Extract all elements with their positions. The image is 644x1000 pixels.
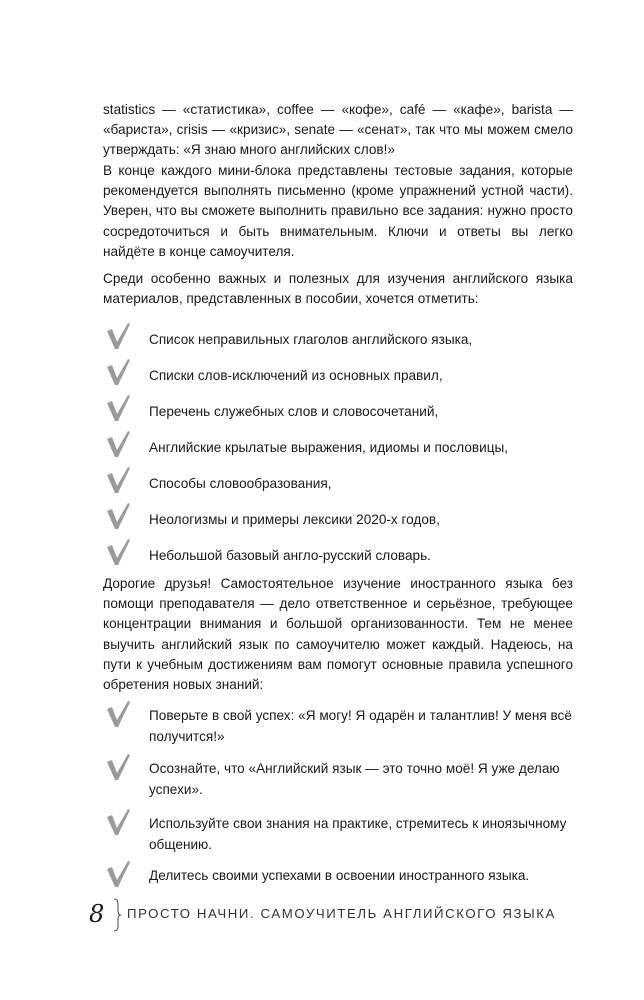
- list-item: [103, 430, 583, 466]
- list-item-text: Способы словообразования,: [149, 476, 332, 491]
- paragraph-materials-intro: Среди особенно важных и полезных для изучения английского языка материалов, представленных в пособии, хочется отметить:: [103, 271, 573, 307]
- check-mark-icon: [105, 322, 131, 350]
- check-mark-icon: [105, 502, 131, 530]
- list-item: [103, 358, 583, 394]
- list-item-text: Список неправильных глаголов английского языка,: [149, 332, 473, 347]
- check-mark-icon: [105, 753, 131, 781]
- running-title: ПРОСТО НАЧНИ. САМОУЧИТЕЛЬ АНГЛИЙСКОГО ЯЗЫКА: [127, 906, 556, 921]
- check-mark-icon: [105, 860, 131, 888]
- check-mark-icon: [105, 466, 131, 494]
- paragraph-dear-friends: Дорогие друзья! Самостоятельное изучение иностранного языка без помощи преподавателя — дело ответственное и серьёзное, требующее концентрации внимания и большой организованности. Тем не менее выучить английский язык по самоучителю может каждый. Надеюсь, на пути к учебным достижениям вам помогут основные правила успешного обретения новых знаний:: [103, 576, 573, 693]
- list-item: [103, 322, 583, 358]
- check-mark-icon: [105, 394, 131, 422]
- list-item-text: Списки слов-исключений из основных правил,: [149, 368, 443, 383]
- list-item-text: Используйте свои знания на практике, стремитесь к иноязычному общению.: [149, 816, 567, 852]
- check-mark-icon: [105, 430, 131, 458]
- list-item-text: Делитесь своими успехами в освоении иностранного языка.: [149, 868, 530, 883]
- list-item: [103, 538, 583, 574]
- list-item-text: Английские крылатые выражения, идиомы и пословицы,: [149, 440, 509, 455]
- check-mark-icon: [105, 358, 131, 386]
- brace-divider-icon: [112, 898, 122, 932]
- list-item-text: Осознайте, что «Английский язык — это точно моё! Я уже делаю успехи».: [149, 761, 560, 797]
- list-item: [103, 466, 583, 502]
- list-item: [103, 394, 583, 430]
- list-item-text: Перечень служебных слов и словосочетаний,: [149, 404, 439, 419]
- paragraph-tests: В конце каждого мини-блока представлены тестовые задания, которые рекомендуется выполнять письменно (кроме упражнений устной части). Уверен, что вы сможете выполнить правильно все задания: нужно просто сосредоточиться и быть внимательным. Ключи и ответы вы легко найдёте в конце самоучителя.: [103, 163, 573, 259]
- list-item: [103, 502, 583, 538]
- list-item-text: Неологизмы и примеры лексики 2020-х годов,: [149, 512, 440, 527]
- check-mark-icon: [105, 808, 131, 836]
- page-number: 8: [89, 900, 105, 928]
- paragraph-word-examples: statistics — «статистика», coffee — «кофе», café — «кафе», barista — «бариста», crisis — «кризис», senate — «сенат», так что мы можем смело утверждать: «Я знаю много английских слов!»: [103, 102, 573, 158]
- check-mark-icon: [105, 700, 131, 728]
- check-mark-icon: [105, 538, 131, 566]
- list-item-text: Небольшой базовый англо-русский словарь.: [149, 548, 431, 563]
- page-footer: [85, 898, 565, 934]
- materials-list: [103, 322, 583, 574]
- list-item-text: Поверьте в свой успех: «Я могу! Я одарён и талантлив! У меня всё получится!»: [149, 708, 572, 744]
